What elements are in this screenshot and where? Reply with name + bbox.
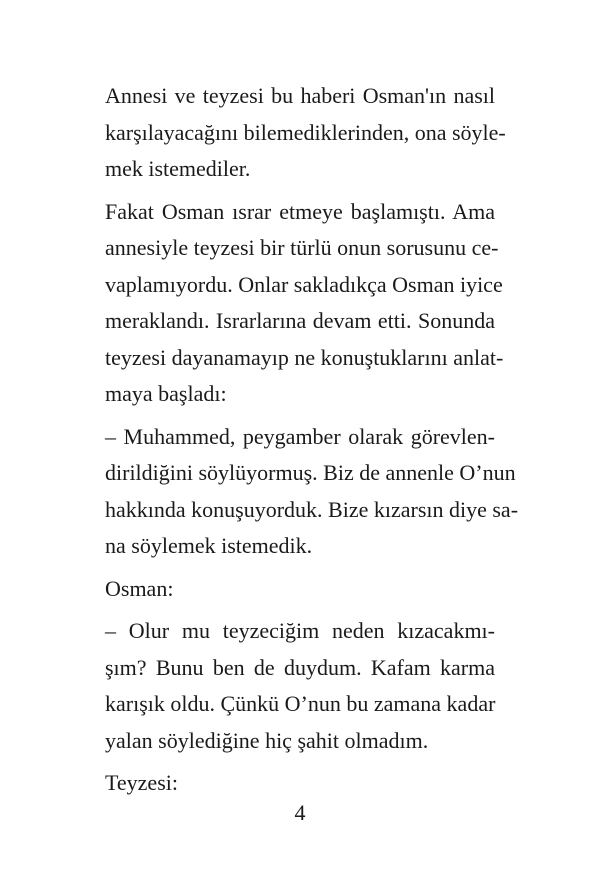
text-line: annesiyle teyzesi bir türlü onun sorusunu ce-	[105, 235, 499, 260]
body-text	[105, 78, 519, 802]
text-line: Osman:	[105, 575, 174, 601]
text-line: vaplamıyordu. Onlar sakladıkça Osman iyice	[105, 271, 503, 297]
text-line: dirildiğini söylüyormuş. Biz de annenle O’nun	[105, 460, 516, 485]
paragraph-2	[105, 194, 504, 413]
text-line: maya başladı:	[105, 381, 227, 406]
paragraph-4	[105, 571, 495, 608]
text-line: meraklandı. Israrlarına devam etti. Sonunda	[105, 308, 495, 333]
text-line: – Muhammed, peygamber olarak görevlen-	[105, 423, 495, 449]
paragraph-3	[105, 419, 519, 565]
text-line: yalan söylediğine hiç şahit olmadım.	[105, 727, 429, 753]
text-line: hakkında konuşuyorduk. Bize kızarsın diye sa-	[105, 496, 519, 522]
text-line: teyzesi dayanamayıp ne konuştuklarını anlat-	[105, 344, 504, 370]
text-line: karışık oldu. Çünkü O’nun bu zamana kadar	[105, 691, 496, 716]
text-line: şım? Bunu ben de duydum. Kafam karma	[105, 654, 495, 680]
paragraph-6	[105, 765, 495, 802]
text-line: – Olur mu teyzeciğim neden kızacakmı-	[105, 618, 495, 643]
text-line: Teyzesi:	[105, 770, 178, 795]
page-number: 4	[294, 800, 306, 825]
text-line: Annesi ve teyzesi bu haberi Osman'ın nasıl	[105, 83, 495, 108]
paragraph-1	[105, 78, 506, 188]
paragraph-5	[105, 613, 495, 759]
text-line: mek istemediler.	[105, 156, 251, 181]
text-line: karşılayacağını bilemediklerinden, ona söyle-	[105, 119, 506, 145]
text-line: na söylemek istemedik.	[105, 533, 313, 558]
text-line: Fakat Osman ısrar etmeye başlamıştı. Ama	[105, 198, 495, 224]
